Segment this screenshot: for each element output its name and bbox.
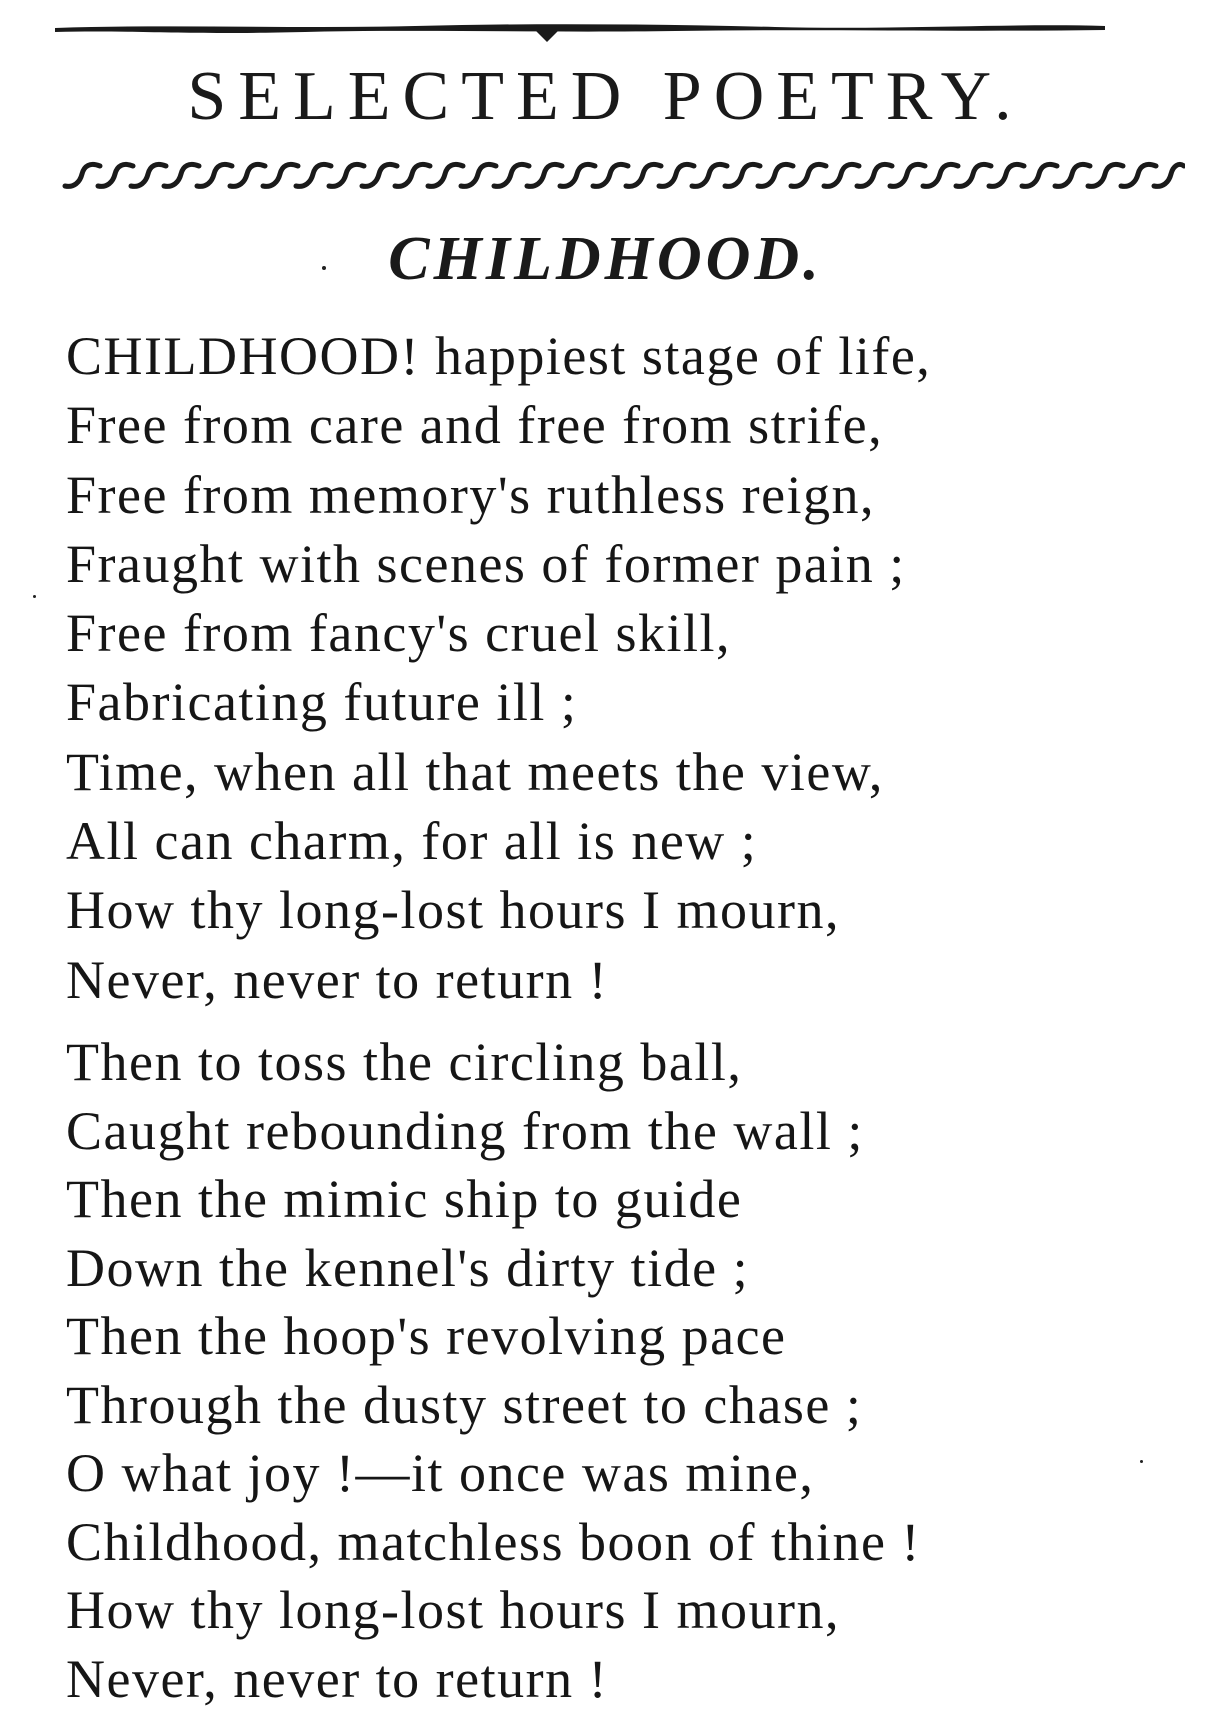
stanza-1 (66, 322, 931, 1015)
wave-ornament-rule (60, 156, 1185, 196)
poem-line: Time, when all that meets the view, (66, 741, 884, 802)
poem-line: Fabricating future ill ; (66, 672, 578, 733)
poem-line: Down the kennel's dirty tide ; (66, 1237, 750, 1298)
poem-line: Caught rebounding from the wall ; (66, 1100, 864, 1161)
poem-line: Never, never to return ! (66, 1648, 609, 1709)
poem-line: O what joy !—it once was mine, (66, 1443, 815, 1503)
poem-line: Free from memory's ruthless reign, (66, 464, 876, 525)
print-speck (322, 266, 326, 270)
poem-line: All can charm, for all is new ; (66, 811, 758, 872)
poem-line: CHILDHOOD! happiest stage of life, (66, 326, 932, 386)
top-ornamental-rule (55, 20, 1105, 42)
poem-line: Fraught with scenes of former pain ; (66, 533, 906, 594)
poem-line: Free from care and free from strife, (66, 395, 884, 456)
poem-line: How thy long-lost hours I mourn, (66, 880, 840, 941)
poem-line: Childhood, matchless boon of thine ! (66, 1511, 921, 1572)
poem-line: Then to toss the circling ball, (66, 1032, 743, 1092)
print-speck (33, 595, 36, 598)
poem-line: Through the dusty street to chase ; (66, 1374, 863, 1435)
section-heading: SELECTED POETRY. (187, 58, 1024, 135)
poem-line: Free from fancy's cruel skill, (66, 603, 732, 664)
poem-title: CHILDHOOD. (388, 225, 823, 293)
poem-line: Never, never to return ! (66, 949, 609, 1010)
poem-line: How thy long-lost hours I mourn, (66, 1580, 840, 1640)
poem-line: Then the hoop's revolving pace (66, 1306, 787, 1366)
stanza-2 (66, 1028, 921, 1713)
print-speck (1140, 1460, 1143, 1463)
poem-line: Then the mimic ship to guide (66, 1169, 743, 1229)
